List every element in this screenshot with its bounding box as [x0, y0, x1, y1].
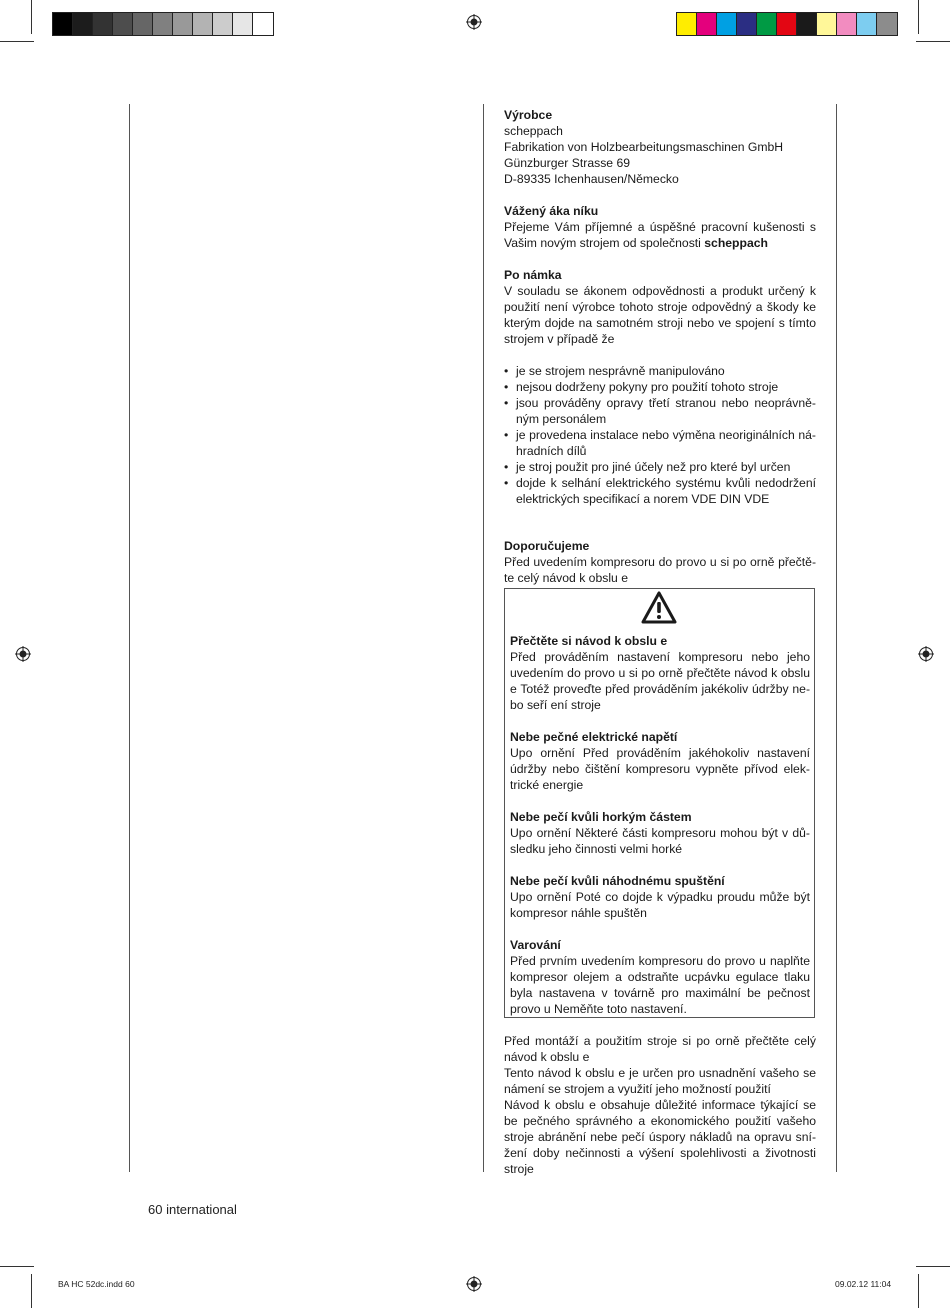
crop-mark — [31, 0, 32, 34]
color-swatch — [93, 13, 113, 35]
color-swatch — [717, 13, 737, 35]
crop-mark — [31, 1274, 32, 1308]
warning-section-heading: Varování — [510, 938, 561, 952]
color-swatch — [73, 13, 93, 35]
list-item: • je provedena instalace nebo výměna neoriginálních ná-hradních dílů — [504, 427, 816, 459]
closing-paragraph: Návod k obslu e obsahuje důležité informace týkající se be pečného správného a ekonomického použití vašeho stroje abránění nebe pečí úspory nákladů na opravu sní-žení doby nečinnosti a výšení spolehlivosti a životnosti stroje — [504, 1098, 816, 1176]
color-swatch — [857, 13, 877, 35]
color-swatch — [53, 13, 73, 35]
closing-block — [504, 1033, 816, 1177]
color-swatch — [153, 13, 173, 35]
registration-mark-icon — [466, 1276, 482, 1292]
closing-paragraph: Tento návod k obslu e je určen pro usnadnění vašeho se námení se strojem a využití jeho možností použití — [504, 1066, 816, 1096]
list-item: • nejsou dodrženy pokyny pro použití tohoto stroje — [504, 379, 816, 395]
manufacturer-heading: Výrobce — [504, 108, 553, 122]
warning-section-heading: Nebe pečí kvůli horkým částem — [510, 810, 692, 824]
brand-name: scheppach — [704, 236, 768, 250]
note-heading: Po námka — [504, 268, 562, 282]
warning-section-heading: Nebe pečné elektrické napětí — [510, 730, 678, 744]
process-color-bar — [676, 12, 898, 36]
warning-section-heading: Přečtěte si návod k obslu e — [510, 634, 668, 648]
color-swatch — [757, 13, 777, 35]
warning-section-text: Před prvním uvedením kompresoru do provo u naplňte kompresor olejem a odstraňte ucpávku egulace tlaku byla nastavena v továrně pro maximální be pečnost provo u Neměňte toto nastavení. — [510, 954, 810, 1016]
print-slug-file: BA HC 52dc.indd 60 — [58, 1279, 135, 1289]
recommend-text: Před uvedením kompresoru do provo u si po orně přečtě-te celý návod k obslu e — [504, 555, 816, 585]
manufacturer-line: Günzburger Strasse 69 — [504, 156, 631, 170]
warning-section-heading: Nebe pečí kvůli náhodnému spuštění — [510, 874, 725, 888]
registration-mark-icon — [15, 646, 31, 662]
crop-mark — [0, 41, 34, 42]
warning-section-text: Upo ornění Před prováděním jakéhokoliv nastavení údržby nebo čištění kompresoru vypněte přívod elek-trické energie — [510, 746, 810, 792]
color-swatch — [817, 13, 837, 35]
list-item: • jsou prováděny opravy třetí stranou nebo neoprávně-ným personálem — [504, 395, 816, 427]
manufacturer-line: scheppach — [504, 124, 563, 138]
crop-mark — [918, 0, 919, 34]
note-text: V souladu se ákonem odpovědnosti a produkt určený k použití není výrobce tohoto stroje odpovědný a škody ke kterým dojde na samotném stroji nebo ve spojení s tímto strojem v případě že — [504, 284, 816, 346]
registration-mark-icon — [918, 646, 934, 662]
page-number: 60 international — [148, 1202, 237, 1217]
dear-customer-text: Přejeme Vám příjemné a úspěšné pracovní kušenosti s Vašim novým strojem od společnosti scheppach — [504, 220, 816, 250]
dear-customer-heading: Vážený áka níku — [504, 204, 599, 218]
manufacturer-line: D-89335 Ichenhausen/Německo — [504, 172, 679, 186]
warning-box-content — [510, 633, 810, 1017]
color-swatch — [113, 13, 133, 35]
column-rule — [836, 104, 837, 1172]
crop-mark — [916, 41, 950, 42]
manufacturer-line: Fabrikation von Holzbearbeitungsmaschinen GmbH — [504, 140, 784, 154]
column-rule — [129, 104, 130, 1172]
color-swatch — [697, 13, 717, 35]
text-column-upper — [504, 107, 816, 507]
color-swatch — [877, 13, 897, 35]
list-item: • je se strojem nesprávně manipulováno — [504, 363, 816, 379]
color-swatch — [797, 13, 817, 35]
gray-color-bar — [52, 12, 274, 36]
color-swatch — [777, 13, 797, 35]
color-swatch — [213, 13, 233, 35]
warning-section-text: Před prováděním nastavení kompresoru nebo jeho uvedením do provo u si po orně přečtěte návod k obslu e Totéž proveďte před prováděním jakékoliv údržby ne-bo seří ení stroje — [510, 650, 810, 712]
color-swatch — [677, 13, 697, 35]
recommend-heading: Doporučujeme — [504, 539, 590, 553]
warning-section-text: Upo ornění Některé části kompresoru mohou být v dů-sledku jeho činnosti velmi horké — [510, 826, 810, 856]
color-swatch — [253, 13, 273, 35]
print-slug-date: 09.02.12 11:04 — [835, 1279, 892, 1289]
list-item: • je stroj použit pro jiné účely než pro které byl určen — [504, 459, 816, 475]
warning-section-text: Upo ornění Poté co dojde k výpadku proudu může být kompresor náhle spuštěn — [510, 890, 810, 920]
crop-mark — [916, 1266, 950, 1267]
color-swatch — [737, 13, 757, 35]
list-item: • dojde k selhání elektrického systému kvůli nedodržení elektrických specifikací a norem VDE DIN VDE — [504, 475, 816, 507]
color-swatch — [173, 13, 193, 35]
warning-triangle-icon — [641, 591, 677, 624]
column-rule — [483, 104, 484, 1172]
crop-mark — [0, 1266, 34, 1267]
color-swatch — [193, 13, 213, 35]
color-swatch — [133, 13, 153, 35]
color-swatch — [837, 13, 857, 35]
recommend-block — [504, 538, 816, 586]
closing-paragraph: Před montáží a použitím stroje si po orně přečtěte celý návod k obslu e — [504, 1034, 816, 1064]
crop-mark — [918, 1274, 919, 1308]
note-bullet-list — [504, 363, 816, 507]
registration-mark-icon — [466, 14, 482, 30]
color-swatch — [233, 13, 253, 35]
